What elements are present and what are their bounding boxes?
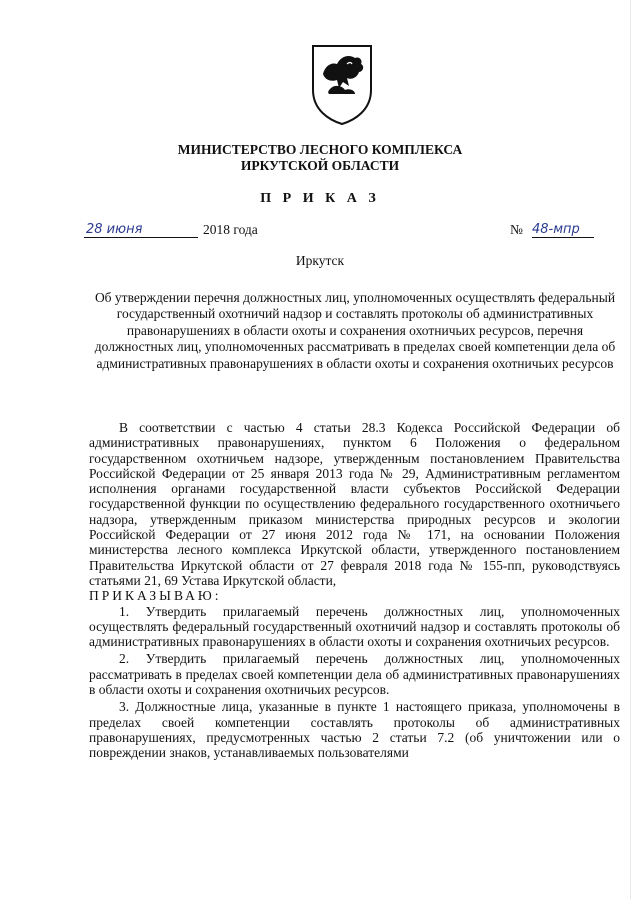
order-number-prefix: №	[510, 222, 523, 237]
order-directive: ПРИКАЗЫВАЮ:	[89, 588, 222, 604]
document-title: Об утверждении перечня должностных лиц, уполномоченных осуществлять федеральный государственный охотничий надзор и составлять протоколы об административных правонарушениях в области охоты и сохранения охотничьих ресурсов, перечня должностных лиц, уполномоченных рассматривать в пределах своей компетенции дела об административных правонарушениях в области охоты и сохранения охотничьих ресурсов	[94, 290, 616, 371]
preamble-paragraph: В соответствии с частью 4 статьи 28.3 Кодекса Российской Федерации об административных правонарушениях, пунктом 6 Положения о федеральном государственном охотничьем надзоре, утвержденным постановлением Правительства Российской Федерации от 25 января 2013 года № 29, Административным регламентом исполнения органами государственной власти субъектов Российской Федерации государственной функции по осуществлению федерального государственного охотничьего надзора, утвержденным приказом министерства природных ресурсов и экологии Российской Федерации от 27 июня 2012 года № 171, на основании Положения министерства лесного комплекса Иркутской области, утвержденного постановлением Правительства Иркутской области от 27 февраля 2018 года № 155-пп, руководствуясь статьями 21, 69 Устава Иркутской области,	[89, 420, 620, 588]
order-item-1: 1. Утвердить прилагаемый перечень должностных лиц, уполномоченных осуществлять федеральный государственный охотничий надзор и составлять протоколы об административных правонарушениях в области охоты и сохранения охотничьих ресурсов.	[89, 603, 620, 650]
ministry-name-line2: ИРКУТСКОЙ ОБЛАСТИ	[240, 158, 400, 173]
handwritten-order-number: 48-мпр	[532, 222, 594, 238]
handwritten-date: 28 июня	[84, 222, 198, 238]
city-name: Иркутск	[295, 253, 345, 268]
order-item-2: 2. Утвердить прилагаемый перечень должностных лиц, уполномоченных рассматривать в пределах своей компетенции дела об административных правонарушениях в области охоты и сохранения охотничьих ресурсов.	[89, 651, 620, 698]
date-year: 2018 года	[203, 222, 258, 237]
page-fold-shadow	[630, 0, 631, 899]
document-type-title: П Р И К А З	[260, 191, 380, 206]
order-item-3: 3. Должностные лица, указанные в пункте 1 настоящего приказа, уполномочены в пределах своей компетенции составлять протоколы об административных правонарушениях, предусмотренных частью 2 статьи 7.2 (об уничтожении или о повреждении знаков, устанавливаемых пользователями	[89, 699, 620, 761]
date-number-line	[0, 222, 640, 242]
document-body	[89, 420, 620, 761]
ministry-name-line1: МИНИСТЕРСТВО ЛЕСНОГО КОМПЛЕКСА	[177, 142, 463, 157]
coat-of-arms-icon	[309, 44, 375, 126]
